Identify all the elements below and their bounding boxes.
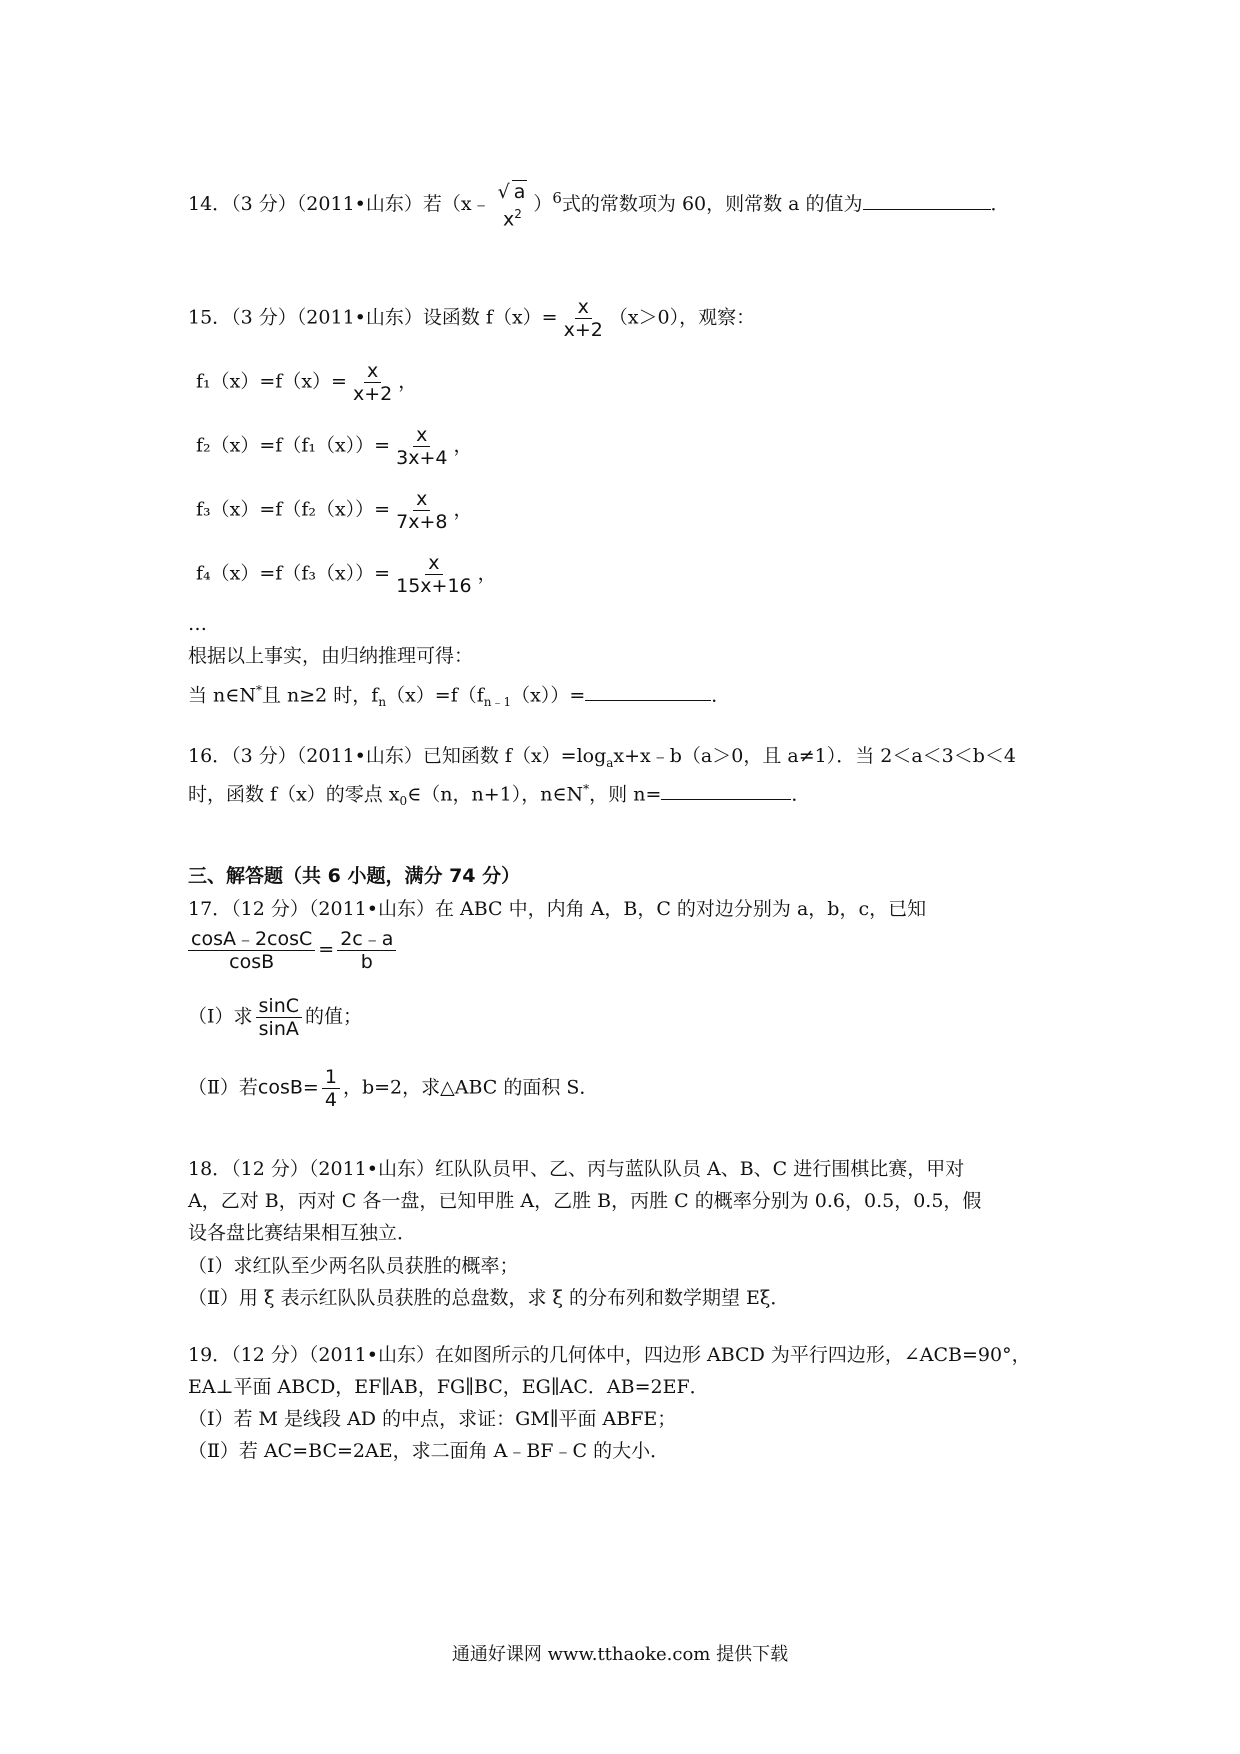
q18-line: （Ⅱ）用 ξ 表示红队队员获胜的总盘数，求 ξ 的分布列和数学期望 Eξ． [188, 1287, 790, 1309]
question-17-line1: 17．（12 分）（2011•山东）在 ABC 中，内角 A，B，C 的对边分别为 a，b，c，已知 [188, 898, 927, 920]
q19-line: EA⊥平面 ABCD，EF∥AB，FG∥BC，EG∥AC．AB=2EF． [188, 1376, 709, 1398]
q14-den-exp: 2 [514, 207, 522, 221]
question-17-part2: （Ⅱ）若cosB= $\frac{1}{4}$ ，b=2，求△ABC 的面积 S． [188, 1066, 599, 1111]
q15-iteration-frac: $\frac{x}{3x+4}$ [396, 424, 448, 469]
q17-part1-frac: $\frac{\sin C}{\sin A}$ [256, 995, 303, 1040]
q18-line: A，乙对 B，丙对 C 各一盘，已知甲胜 A，乙胜 B，丙胜 C 的概率分别为 0.6，0.5，0.5，假 [188, 1190, 982, 1212]
q15-iteration-frac: $\frac{x}{15x+16}$ [396, 552, 472, 597]
q18-line: （Ⅰ）求红队至少两名队员获胜的概率； [188, 1255, 519, 1277]
q15-conclusion: 当 n∈N*且 n≥2 时，$f_n(x)=f(f_{n﹣1}(x))=$ ． [188, 683, 731, 710]
q14-exp: 6 [552, 188, 562, 207]
q19-line: （Ⅱ）若 AC=BC=2AE，求二面角 A﹣BF﹣C 的大小． [188, 1440, 670, 1462]
page-footer: 通通好课网 www.tthaoke.com 提供下载 [451, 1644, 789, 1665]
question-17-given: $\frac{\cos A﹣2\cos C}{\cos B}$ = $\frac{2c﹣a}{b}$ [188, 928, 399, 973]
q14-sqrt-a: a [513, 181, 526, 203]
q15-iteration-line: f₁（x）=f（x）= $\frac{x}{x+2}$ ， [196, 360, 418, 405]
question-17-part1: （Ⅰ）求 $\frac{\sin C}{\sin A}$ 的值； [188, 995, 363, 1040]
q14-end: ． [990, 193, 1010, 216]
q15-iteration-line: f₂（x）=f（f₁（x））= $\frac{x}{3x+4}$ ， [196, 424, 473, 469]
q15-iteration-line: f₄（x）=f（f₃（x））= $\frac{x}{15x+16}$ ， [196, 552, 497, 597]
question-16-line2: 时，函数 f（x）的零点 $x_0\in(n$，n+1），n∈N*，则 n= ． [188, 782, 811, 809]
q17-part2-frac: $\frac{1}{4}$ [322, 1066, 340, 1111]
q17-frac1: $\frac{\cos A﹣2\cos C}{\cos B}$ [188, 928, 315, 973]
q15-fraction: $\frac{x}{x+2}$ [563, 296, 603, 341]
q15-iteration-frac: $\frac{x}{7x+8}$ [396, 488, 448, 533]
section-heading: 三、解答题（共 6 小题，满分 74 分） [188, 865, 521, 887]
question-15 [188, 296, 755, 341]
q14-prefix: 14．（3 分）（2011•山东）若（x﹣ [188, 193, 491, 216]
question-16-line1: 16．（3 分）（2011•山东）已知函数 $f(x)=\log_ax+x﹣b(a>0$，且 a≠1）．当 2＜a＜3＜b＜4 [188, 745, 1017, 770]
q16-answer-blank[interactable] [661, 781, 791, 800]
q15-induction: 根据以上事实，由归纳推理可得： [188, 645, 474, 667]
q15-iteration-frac: $\frac{x}{x+2}$ [352, 360, 393, 405]
q19-line: 19．（12 分）（2011•山东）在如图所示的几何体中，四边形 ABCD 为平行四边形，∠ACB=90°， [188, 1344, 1031, 1366]
q15-iteration-line: f₃（x）=f（f₂（x））= $\frac{x}{7x+8}$ ， [196, 488, 473, 533]
q15-ellipsis: … [188, 613, 207, 635]
q18-line: 设各盘比赛结果相互独立． [188, 1222, 417, 1244]
q14-fraction: √ a $x^2$ [497, 181, 526, 231]
q17-frac2: $\frac{2c﹣a}{b}$ [337, 928, 396, 973]
q19-line: （Ⅰ）若 M 是线段 AD 的中点，求证：GM∥平面 ABFE； [188, 1408, 677, 1430]
q15-prefix: 15．（3 分）（2011•山东）设函数 f（x）= [188, 306, 558, 329]
q15-answer-blank[interactable] [585, 682, 711, 701]
q15-suffix: （x＞0），观察： [608, 306, 756, 329]
q14-den: x [503, 208, 515, 231]
q14-suffix: 式的常数项为 60，则常数 a 的值为 [561, 193, 863, 216]
q14-answer-blank[interactable] [863, 191, 991, 210]
question-14: 14．（3 分）（2011•山东）若（x﹣ √ a $x^2$ ）$^6$式的常数项为 60，则常数 a 的值为 ． [188, 181, 1010, 231]
q18-line: 18．（12 分）（2011•山东）红队队员甲、乙、丙与蓝队队员 A、B、C 进行围棋比赛，甲对 [188, 1158, 965, 1180]
